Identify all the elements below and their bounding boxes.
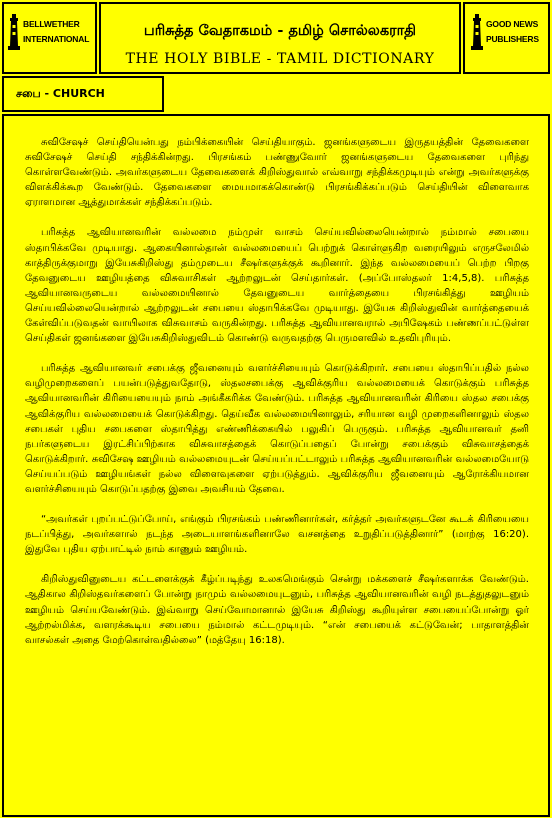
lighthouse-icon <box>471 14 483 50</box>
paragraph: பரிசுத்த ஆவியானவரின் வல்லமை நம்முள் வாசம் செய்யவில்லையென்றால் நம்மால் சபையை ஸ்தாபிக்கவே முடியாது. ஆகையினால்தான் வல்லமையைப் பெற்றுக் கொள்ளுகிற வரையிலும் எருசலேமில் காத்திருக்குமாறு இயேசுகிறிஸ்து தம்முடைய சீஷர்களுக்குக் கூறினார். இந்த வல்லமையைப் பெற்ற பிறகு தேவனுடைய ஊழியத்தை விசுவாசிகள் ஆற்றலுடன் செய்தார்கள். (அப்போஸ்தலர் 1:4,5,8). பரிசுத்த ஆவியானவருடைய வல்லமையினால் தேவனுடைய வார்த்தையை பிரசங்கித்து ஊழியம் செய்யவில்லையென்றால் ஆற்றலுடன் சபையை ஸ்தாபிக்கவே முடியாது. இயேசு கிறிஸ்துவின் வார்த்தையைக் கேள்விப்படுவதன் வாயிலாக விசுவாசம் வருகின்றது. பரிசுத்த ஆவியானவரால் அபிஷேகம் பண்ணப்பட்டுள்ள செய்திகள் ஜனங்களை இயேசுகிறிஸ்துவிடம் கொண்டு வருவதற்கு பெருமளவில் உதவிபுரியும். <box>25 227 529 345</box>
logo-right-line2: PUBLISHERS <box>486 34 539 44</box>
paragraph: சுவிசேஷச் செய்தியென்பது நம்பிக்கையின் செய்தியாகும். ஜனங்களுடைய இருதயத்தின் தேவைகளை சுவிசேஷச் செய்தி சந்திக்கின்றது. பிரசங்கம் பண்ணுவோர் ஜனங்களுடைய தேவைகளை புரிந்து கொள்ளவேண்டும். அவர்களுடைய தேவைகளைக் கிறிஸ்துவால் எவ்வாறு சந்திக்கமுடியும் என்று அவர்களுக்கு விளக்கிக்கூற வேண்டும். தேவைகளை மையமாகக்கொண்டு பிரசங்கிக்கப்படும் செய்தியின் விளைவாக ஏராளமான ஆத்துமாக்கள் சந்திக்கப்படும். <box>25 137 529 209</box>
good-news-logo-box <box>463 2 550 74</box>
paragraph: கிறிஸ்துவினுடைய கட்டளைக்குக் கீழ்ப்படிந்து உலகமெங்கும் சென்று மக்களைச் சீஷர்களாக்க வேண்டும். ஆதிகால கிறிஸ்தவர்களைப் போன்று நாமும் வல்லமையுடனும், பரிசுத்த ஆவியானவரின் வழி நடத்துதலுடனும் ஊழியம் செய்யவேண்டும். இவ்வாறு செய்வோமானால் இயேசு கிறிஸ்து கூறியுள்ள சபையைப்போன்று ஓர் ஆற்றல்மிக்க, வளரக்கூடிய சபையை நம்மால் கட்டமுடியும். “என் சபையைக் கட்டுவேன்; பாதாளத்தின் வாசல்கள் அதை மேற்கொள்வதில்லை” (மத்தேயு 16:18). <box>25 574 529 646</box>
lighthouse-icon <box>8 14 20 50</box>
section-heading: சபை - CHURCH <box>16 87 105 100</box>
logo-left-line1: BELLWETHER <box>23 19 80 29</box>
english-title: THE HOLY BIBLE - TAMIL DICTIONARY <box>125 51 435 67</box>
logo-left-line2: INTERNATIONAL <box>23 34 90 44</box>
paragraph: “அவர்கள் புறப்பட்டுப்போய், எங்கும் பிரசங்கம் பண்ணினார்கள், கர்த்தர் அவர்களுடனே கூடக் கிரியையை நடப்பித்து, அவர்களால் நடந்த அடையாளங்களினாலே வசனத்தை உறுதிப்படுத்தினார்” (மாற்கு 16:20). இதுவே புதிய ஏற்பாட்டில் நாம் காணும் ஊழியம். <box>25 514 529 556</box>
section-heading-box <box>2 76 164 112</box>
article-body <box>25 135 529 663</box>
content-box <box>2 114 550 817</box>
dictionary-title-box <box>99 2 461 74</box>
bellwether-logo-box <box>2 2 97 74</box>
logo-right-line1: GOOD NEWS <box>486 19 539 29</box>
paragraph: பரிசுத்த ஆவியானவர் சபைக்கு ஜீவனையும் வளர்ச்சியையும் கொடுக்கிறார். சபையை ஸ்தாபிப்பதில் நல்ல வழிமுறைகளைப் பயன்படுத்துவதோடு, ஸ்தலசபைக்கு ஆவிக்குரிய வல்லமையைக் கொடுக்கும் பரிசுத்த ஆவியானவரின் கிரியையையும் நாம் அங்கீகரிக்க வேண்டும். பரிசுத்த ஆவியானவரின் கிரியை ஸ்தல சபைக்கு ஆவிக்குரிய வல்லமையைக் கொடுக்கிறது. தெய்வீக வல்லமையினாலும், சரியான வழி முறைகளினாலும் ஸ்தல சபைகள் புதிய சபைகளை ஸ்தாபித்து எண்ணிக்கையில் பலுகிப் பெருகும். பரிசுத்த ஆவியானவர் தனி நபர்களுடைய இரட்சிப்பிற்காக விசுவாசத்தைக் கொடுப்பதைப் போன்று சபைக்கும் விசுவாசத்தைக் கொடுக்கிறார். சுவிசேஷ ஊழியம் வல்லமையுடன் செய்யப்பட்டாலும் பரிசுத்த ஆவியானவரின் வல்லமையோடு செய்யப்படும் ஊழியங்கள் நல்ல விளைவுகளை ஏற்படுத்தும். ஆவிக்குரிய ஜீவனையும் ஆரோக்கியமான வளர்ச்சியையும் கொடுப்பதற்கு இவை அவசியம் தேவை. <box>25 363 529 495</box>
tamil-title: பரிசுத்த வேதாகமம் - தமிழ் சொல்லகராதி <box>143 22 417 39</box>
